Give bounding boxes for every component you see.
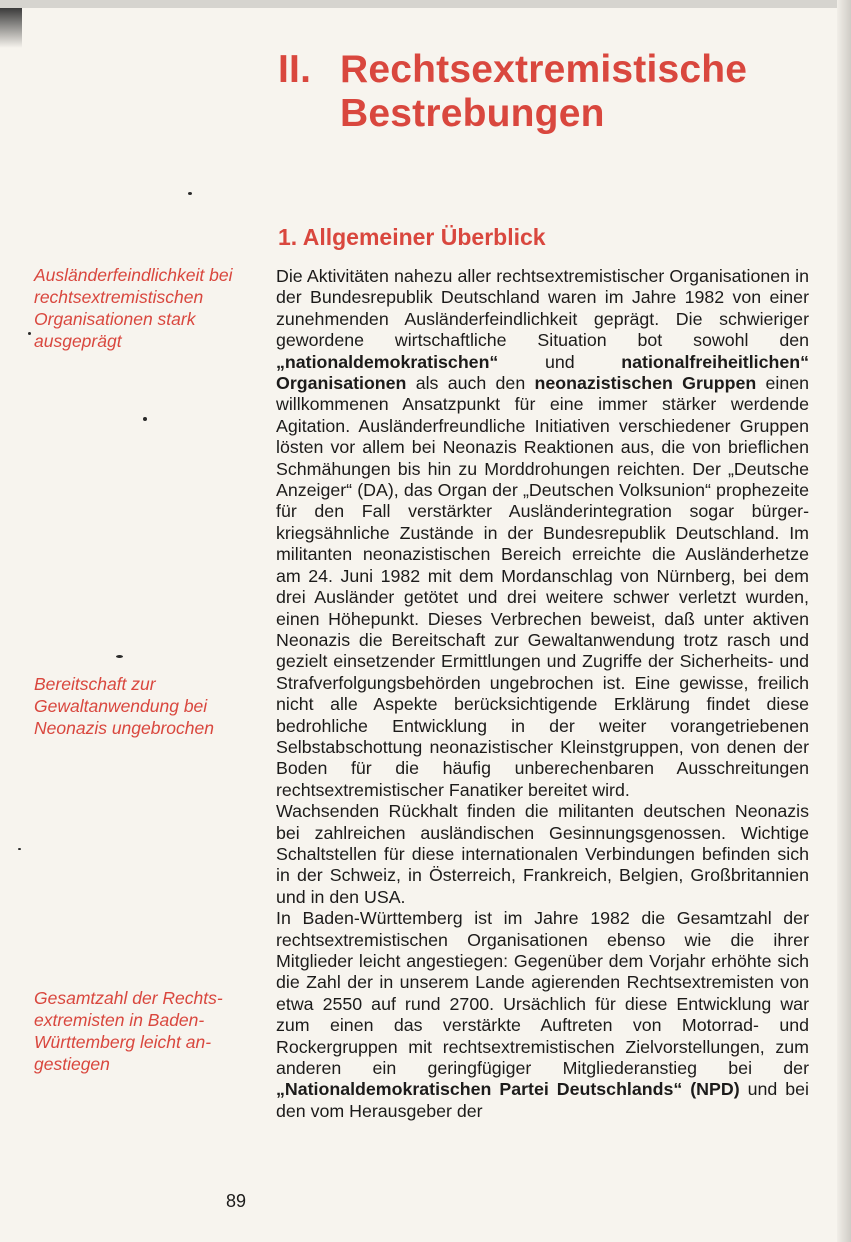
scan-speck [116,655,123,658]
paragraph-1 [276,266,809,801]
section-heading: 1. Allgemeiner Überblick [278,224,546,250]
page-corner-shadow [0,8,22,48]
paragraph-2: Wachsenden Rückhalt finden die militanten deutschen Neonazis bei zahlreichen ausländischen Gesinnungsgenossen. Wichtige Schaltstellen für diese internationalen Verbindungen befinden sich in der Schweiz, in Österreich, Frankreich, Belgien, Großbritannien und in den USA. [276,801,809,907]
paragraph-3 [276,908,809,1122]
page-number: 89 [226,1191,247,1211]
margin-note-gesamtzahl: Gesamtzahl der Rechtsextremisten in Baden-Württemberg leicht angestiegen [34,988,223,1074]
paragraph-1-bold-neonazistisch: neonazistischen Gruppen [534,373,757,394]
scan-speck [188,192,192,195]
chapter-title-line1: Rechtsextremistische [340,48,748,91]
paragraph-1-text-b: und [498,351,622,372]
chapter-title-line2: Bestrebungen [340,92,605,135]
margin-note-auslaenderfeindlichkeit: Ausländerfeindlichkeit bei rechtsextremistischen Organisationen stark ausgeprägt [34,265,233,351]
paragraph-3-text-a: In Baden-Württemberg ist im Jahre 1982 die Gesamtzahl der rechtsextremistischen Organisationen ebenso wie die ihrer Mitglieder leicht angestiegen: Gegenüber dem Vorjahr erhöhte sich die Zahl der in unserem Lande agierenden Rechtsextremisten von etwa 2550 auf rund 2700. Ursächlich für diese Entwicklung war zum einen das verstärkte Auftreten von Motorrad- und Rockergruppen mit rechtsextremistischen Zielvorstellungen, zum anderen ein geringfügiger Mitgliederanstieg bei der [276,908,809,1079]
paragraph-1-bold-nationaldemokratisch: „nationaldemokratischen“ [276,351,499,372]
page-top-edge [0,0,851,8]
paragraph-1-text-a: Die Aktivitäten nahezu aller rechtsextremistischer Organisationen in der Bundesrepublik Deutschland waren im Jahre 1982 von einer zunehmenden Ausländerfeindlichkeit geprägt. Die schwieriger gewordene wirtschaftliche Situation bot sowohl den [276,266,809,351]
paragraph-1-text-d: einen willkommenen Ansatzpunkt für eine immer stärker werdende Agitation. Ausländerfreundliche Initiativen verschiedener Gruppen lösten vor allem bei Neonazis Reaktionen aus, die von brieflichen Schmähungen bis hin zu Morddrohungen reichten. Der „Deutsche Anzeiger“ (DA), das Organ der „Deutschen Volksunion“ prophezeite für den Fall verstärkter Ausländerintegration sogar bürgerkriegsähnliche Zustände in der Bundesrepublik Deutschland. Im militanten neonazistischen Bereich erreichte die Ausländerhetze am 24. Juni 1982 mit dem Mordanschlag von Nürnberg, bei dem drei Ausländer getötet und drei weitere schwer verletzt wurden, einen Höhepunkt. Dieses Verbrechen beweist, daß unter aktiven Neonazis die Bereitschaft zur Gewaltanwendung trotz rasch und gezielt einsetzender Ermittlungen und Zugriffe der Sicherheits- und Strafverfolgungsbehörden ungebrochen ist. Eine gewisse, freilich nicht alle Aspekte berücksichtigende Erklärung findet diese bedrohliche Entwicklung in der weiter vorangetriebenen Selbstabschottung neonazistischer Kleinstgruppen, von denen der Boden für die häufig unberechenbaren Ausschreitungen rechtsextremistischer Fanatiker bereitet wird. [276,373,809,800]
chapter-title [278,48,818,136]
scan-speck [18,848,21,850]
scan-speck [143,417,147,421]
paragraph-3-text-b: und bei den vom Herausgeber der [276,1079,809,1121]
margin-note-gewaltanwendung: Bereitschaft zur Gewaltanwendung bei Neonazis ungebrochen [34,674,214,738]
chapter-number: II. [278,48,312,91]
page-right-edge [837,0,851,1242]
body-text [276,266,809,1122]
scan-speck [28,332,31,335]
paragraph-1-bold-nationalfreiheitlich: nationalfreiheitlichen“ Organisationen [276,351,809,394]
paragraph-3-bold-npd: „Nationaldemokratischen Partei Deutschlands“ (NPD) [276,1079,740,1100]
paragraph-1-text-c: als auch den [406,373,535,394]
